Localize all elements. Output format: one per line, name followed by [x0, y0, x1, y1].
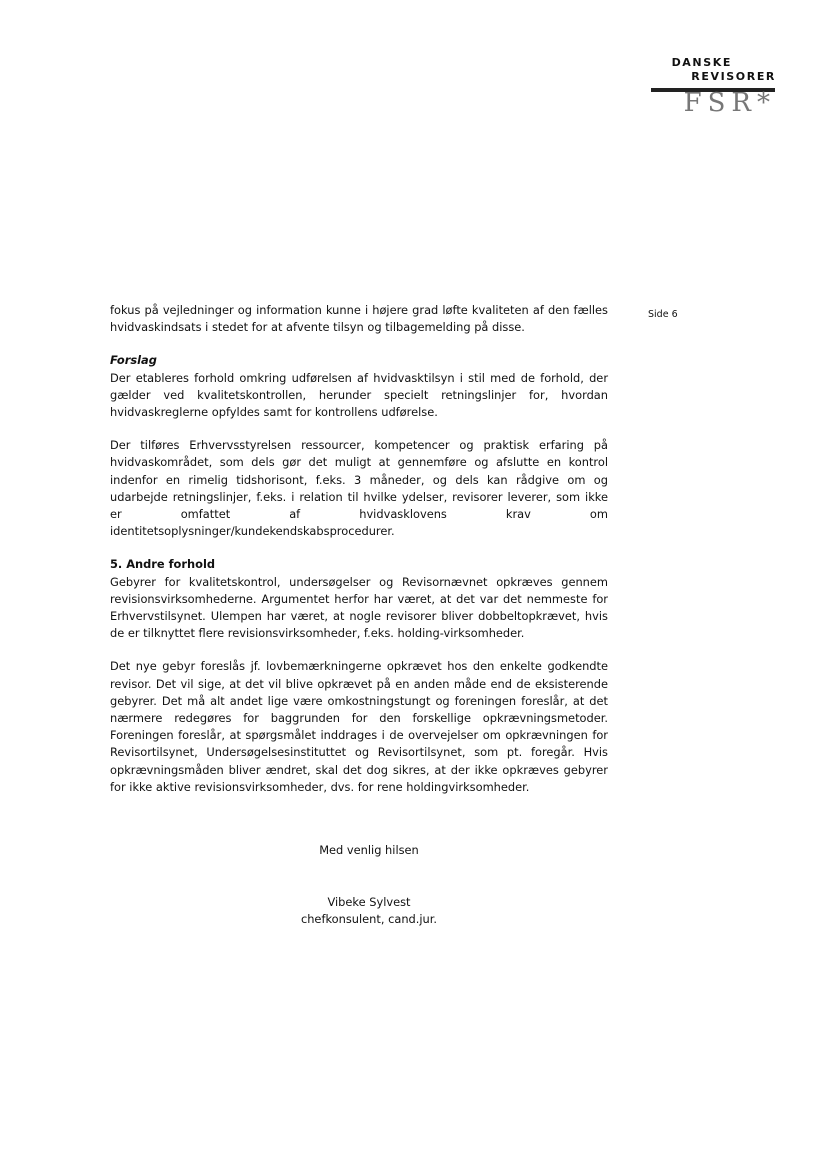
logo-text-danske: DANSKE: [671, 56, 732, 69]
paragraph-nye-gebyr: Det nye gebyr foreslås jf. lovbemærkningerne opkrævet hos den enkelte godkendte revisor. Det vil sige, at det vil blive opkrævet på en anden måde end de eksisterende gebyrer. Det må alt andet lige være omkostningstungt og foreningen foreslår, at det nærmere redegøres for baggrunden for den forskellige opkrævningsmetoder. Foreningen foreslår, at spørgsmålet inddrages i de overvejelser om opkrævningen for Revisortilsynet, Undersøgelsesinstituttet og Revisortilsynet, som pt. foregår. Hvis opkrævningsmåden bliver ændret, skal det dog sikres, at der ikke opkræves gebyrer for ikke aktive revisionsvirksomheder, dvs. for rene holdingvirksomheder.: [110, 659, 608, 794]
heading-forslag: Forslag: [110, 353, 157, 368]
logo-text-revisorer: REVISORER: [691, 70, 776, 83]
signer-title: chefkonsulent, cand.jur.: [300, 912, 438, 926]
heading-andre-forhold: 5. Andre forhold: [110, 557, 215, 572]
paragraph-intro: fokus på vejledninger og information kunne i højere grad løfte kvaliteten af den fælles hvidvaskindsats i stedet for at afvente tilsyn og tilbagemelding på disse.: [110, 303, 608, 335]
closing-greeting: Med venlig hilsen: [319, 843, 419, 857]
letter-body: [110, 302, 608, 812]
paragraph-forslag-2: Der tilføres Erhvervsstyrelsen ressourcer, kompetencer og praktisk erfaring på hvidvaskområdet, som dels gør det muligt at gennemføre og afslutte en kontrol indenfor en rimelig tidshorisont, f.eks. 3 måneder, og dels kan rådgive om og udarbejde retningslinjer, f.eks. i relation til hvilke ydelser, revisorer leverer, som ikke er omfattet af hvidvasklovens krav om identitetsoplysninger/kundekendskabsprocedurer.: [110, 438, 608, 539]
paragraph-forslag-1: Der etableres forhold omkring udførelsen af hvidvasktilsyn i stil med de forhold, der gælder ved kvalitetskontrollen, herunder specielt retningslinjer for, hvordan hvidvaskreglerne opfyldes samt for kontrollens udførelse.: [110, 370, 608, 420]
logo-mark-fsr: FSR*: [683, 88, 776, 118]
signer-name: Vibeke Sylvest: [327, 895, 411, 909]
paragraph-gebyrer: Gebyrer for kvalitetskontrol, undersøgelser og Revisornævnet opkræves gennem revisionsvirksomhederne. Argumentet herfor har været, at det var det nemmeste for Erhvervstilsynet. Ulempen har været, at nogle revisorer bliver dobbeltopkrævet, hvis de er tilknyttet flere revisionsvirksomheder, f.eks. holding-virksomheder.: [110, 574, 608, 641]
page-number: Side 6: [648, 309, 678, 320]
